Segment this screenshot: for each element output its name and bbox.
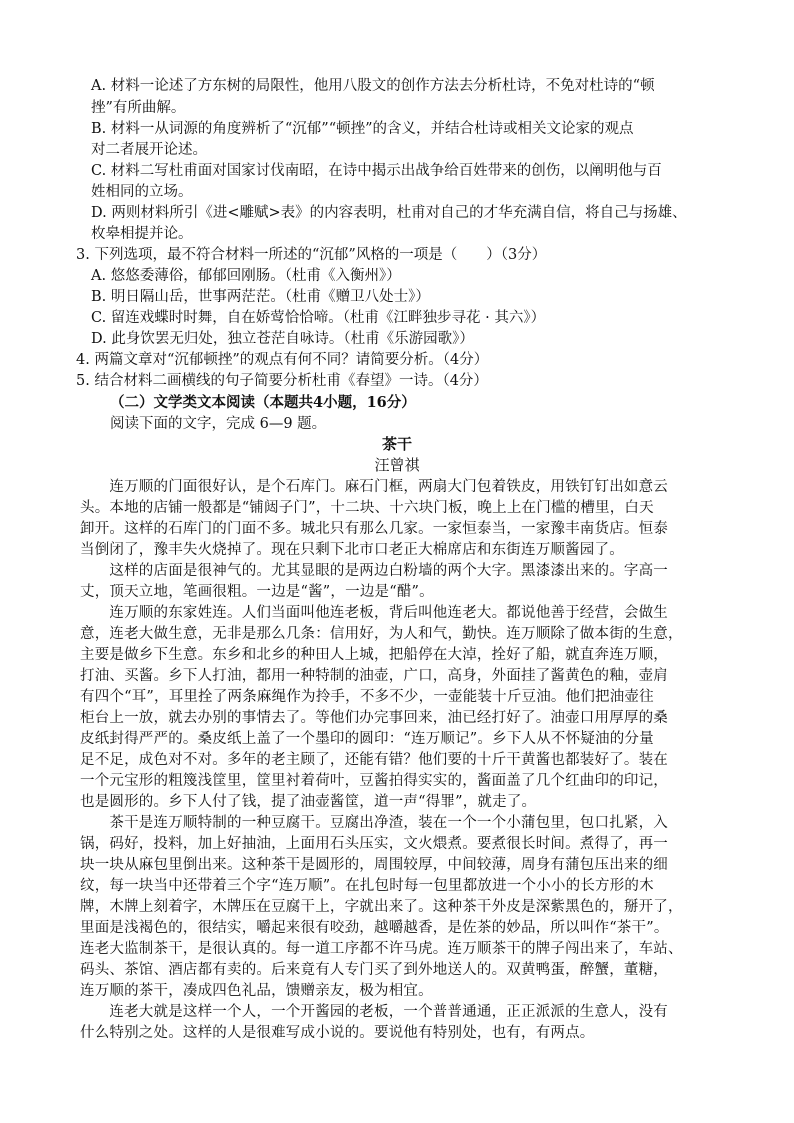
article-line: 柜台上一放，就去办别的事情去了。等他们办完事回来，油已经打好了。油壶口用厚厚的桑	[80, 710, 668, 726]
article-line: 连老大监制茶干，是很认真的。每一道工序都不许马虎。连万顺茶干的牌子闯出来了，车站、	[80, 941, 683, 957]
article-line: 码头、茶馆、酒店都有卖的。后来竟有人专门买了到外地送人的。双黄鸭蛋，醉蟹，董糖，	[80, 962, 668, 978]
question-4: 4. 两篇文章对“沉郁顿挫”的观点有何不同？请简要分析。（4分）	[76, 352, 489, 368]
article-line: 一个元宝形的粗篾浅筐里，筐里衬着荷叶，豆酱拍得实实的，酱面盖了几个红曲印的印记，	[80, 773, 668, 789]
article-line: 丈，顶天立地，笔画很粗。一边是“酱”，一边是“醋”。	[80, 584, 434, 600]
q2-option-a-line2: 挫”有所曲解。	[91, 100, 186, 116]
article-author: 汪曾祺	[374, 456, 420, 474]
q2-option-c-line2: 姓相同的立场。	[91, 184, 193, 200]
q2-option-a-line1: A. 材料一论述了方东树的局限性，他用八股文的创作方法去分析杜诗，不免对杜诗的“顿	[91, 78, 655, 94]
q3-option-d: D. 此身饮罢无归处，独立苍茫自咏诗。（杜甫《乐游园歌》）	[91, 331, 474, 347]
article-line: 皮纸封得严严的。桑皮纸上盖了一个墨印的圆印：“连万顺记”。乡下人从不怀疑油的分量	[80, 731, 654, 747]
q3-option-b: B. 明日隔山岳，世事两茫茫。（杜甫《赠卫八处士》）	[91, 289, 430, 305]
q3-option-a: A. 悠悠委薄俗，郁郁回刚肠。（杜甫《入衡州》）	[91, 268, 401, 284]
q2-option-c-line1: C. 材料二写杜甫面对国家讨伐南昭，在诗中揭示出战争给百姓带来的创伤，以阐明他与百	[91, 163, 662, 179]
question-5: 5. 结合材料二画横线的句子简要分析杜甫《春望》一诗。（4分）	[76, 373, 488, 389]
section-instruction: 阅读下面的文字，完成 6—9 题。	[110, 416, 327, 432]
article-line: 连万顺的东家姓连。人们当面叫他连老板，背后叫他连老大。都说他善于经营，会做生	[80, 605, 668, 621]
q3-option-c: C. 留连戏蝶时时舞，自在娇莺恰恰啼。（杜甫《江畔独步寻花 · 其六》）	[91, 310, 546, 326]
article-line: 意，连老大做生意，无非是那么几条：信用好，为人和气，勤快。连万顺除了做本街的生意，	[80, 626, 683, 642]
article-line: 卸开。这样的石库门的门面不多。城北只有那么几家。一家恒泰当，一家豫丰南货店。恒泰	[80, 521, 668, 537]
article-line: 也是圆形的。乡下人付了钱，提了油壶酱筐，道一声“得罪”，就走了。	[80, 794, 537, 810]
article-line: 什么特别之处。这样的人是很难写成小说的。要说他有特别处，也有，有两点。	[80, 1025, 595, 1041]
article-line: 这样的店面是很神气的。尤其显眼的是两边白粉墙的两个大字。黑漆漆出来的。字高一	[80, 563, 668, 579]
article-line: 足不足，成色对不对。多年的老主顾了，还能有错？他们要的十斤干黄酱也都装好了。装在	[80, 752, 668, 768]
article-line: 里面是浅褐色的，很结实，嚼起来很有咬劲，越嚼越香，是佐茶的妙品，所以叫作“茶干”。	[80, 920, 669, 936]
q2-option-d-line2: 枚皋相提并论。	[91, 226, 193, 242]
q2-option-d-line1: D. 两则材料所引《进<雕赋>表》的内容表明，杜甫对自己的才华充满自信，将自己与扬雄、	[91, 205, 687, 221]
article-line: 有四个“耳”，耳里拴了两条麻绳作为拎手，不多不少，一壶能装十斤豆油。他们把油壶往	[80, 689, 654, 705]
article-title: 茶干	[381, 435, 412, 453]
article-line: 连万顺的茶干，凑成四色礼品，馈赠亲友，极为相宜。	[80, 983, 433, 999]
question-3-stem: 3. 下列选项，最不符合材料一所述的“沉郁”风格的一项是（ ）（3分）	[76, 247, 547, 263]
article-line: 纹，每一块当中还带着三个字“连万顺”。在扎包时每一包里都放进一个小小的长方形的木	[80, 878, 654, 894]
q2-option-b-line1: B. 材料一从词源的角度辨析了“沉郁”“顿挫”的含义，并结合杜诗或相关文论家的观点	[91, 121, 634, 137]
article-line: 当倒闭了，豫丰失火烧掉了。现在只剩下北市口老正大棉席店和东街连万顺酱园了。	[80, 542, 624, 558]
section-heading: （二）文学类文本阅读（本题共4小题，16分）	[110, 394, 416, 411]
q2-option-b-line2: 对二者展开论述。	[91, 142, 207, 158]
article-line: 连老大就是这样一个人，一个开酱园的老板，一个普普通通，正正派派的生意人，没有	[80, 1004, 668, 1020]
article-line: 块一块从麻包里倒出来。这种茶干是圆形的，周围较厚，中间较薄，周身有蒲包压出来的细	[80, 857, 668, 873]
article-line: 茶干是连万顺特制的一种豆腐干。豆腐出净渣，装在一个一个小蒲包里，包口扎紧，入	[80, 815, 668, 831]
article-line: 牌，木牌上刻着字，木牌压在豆腐干上，字就出来了。这种茶干外皮是深紫黑色的，掰开了，	[80, 899, 683, 915]
article-line: 主要是做乡下生意。东乡和北乡的种田人上城，把船停在大淖，拴好了船，就直奔连万顺，	[80, 647, 668, 663]
article-line: 头。本地的店铺一般都是“铺闼子门”，十二块、十六块门板，晚上上在门槛的槽里，白天	[80, 500, 654, 516]
article-line: 连万顺的门面很好认，是个石库门。麻石门框，两扇大门包着铁皮，用铁钉钉出如意云	[80, 479, 668, 495]
article-line: 锅，码好，投料，加上好抽油，上面用石头压实，文火煨煮。要煮很长时间。煮得了，再一	[80, 836, 668, 852]
article-line: 打油、买酱。乡下人打油，都用一种特制的油壶，广口，高身，外面挂了酱黄色的釉，壶肩	[80, 668, 668, 684]
